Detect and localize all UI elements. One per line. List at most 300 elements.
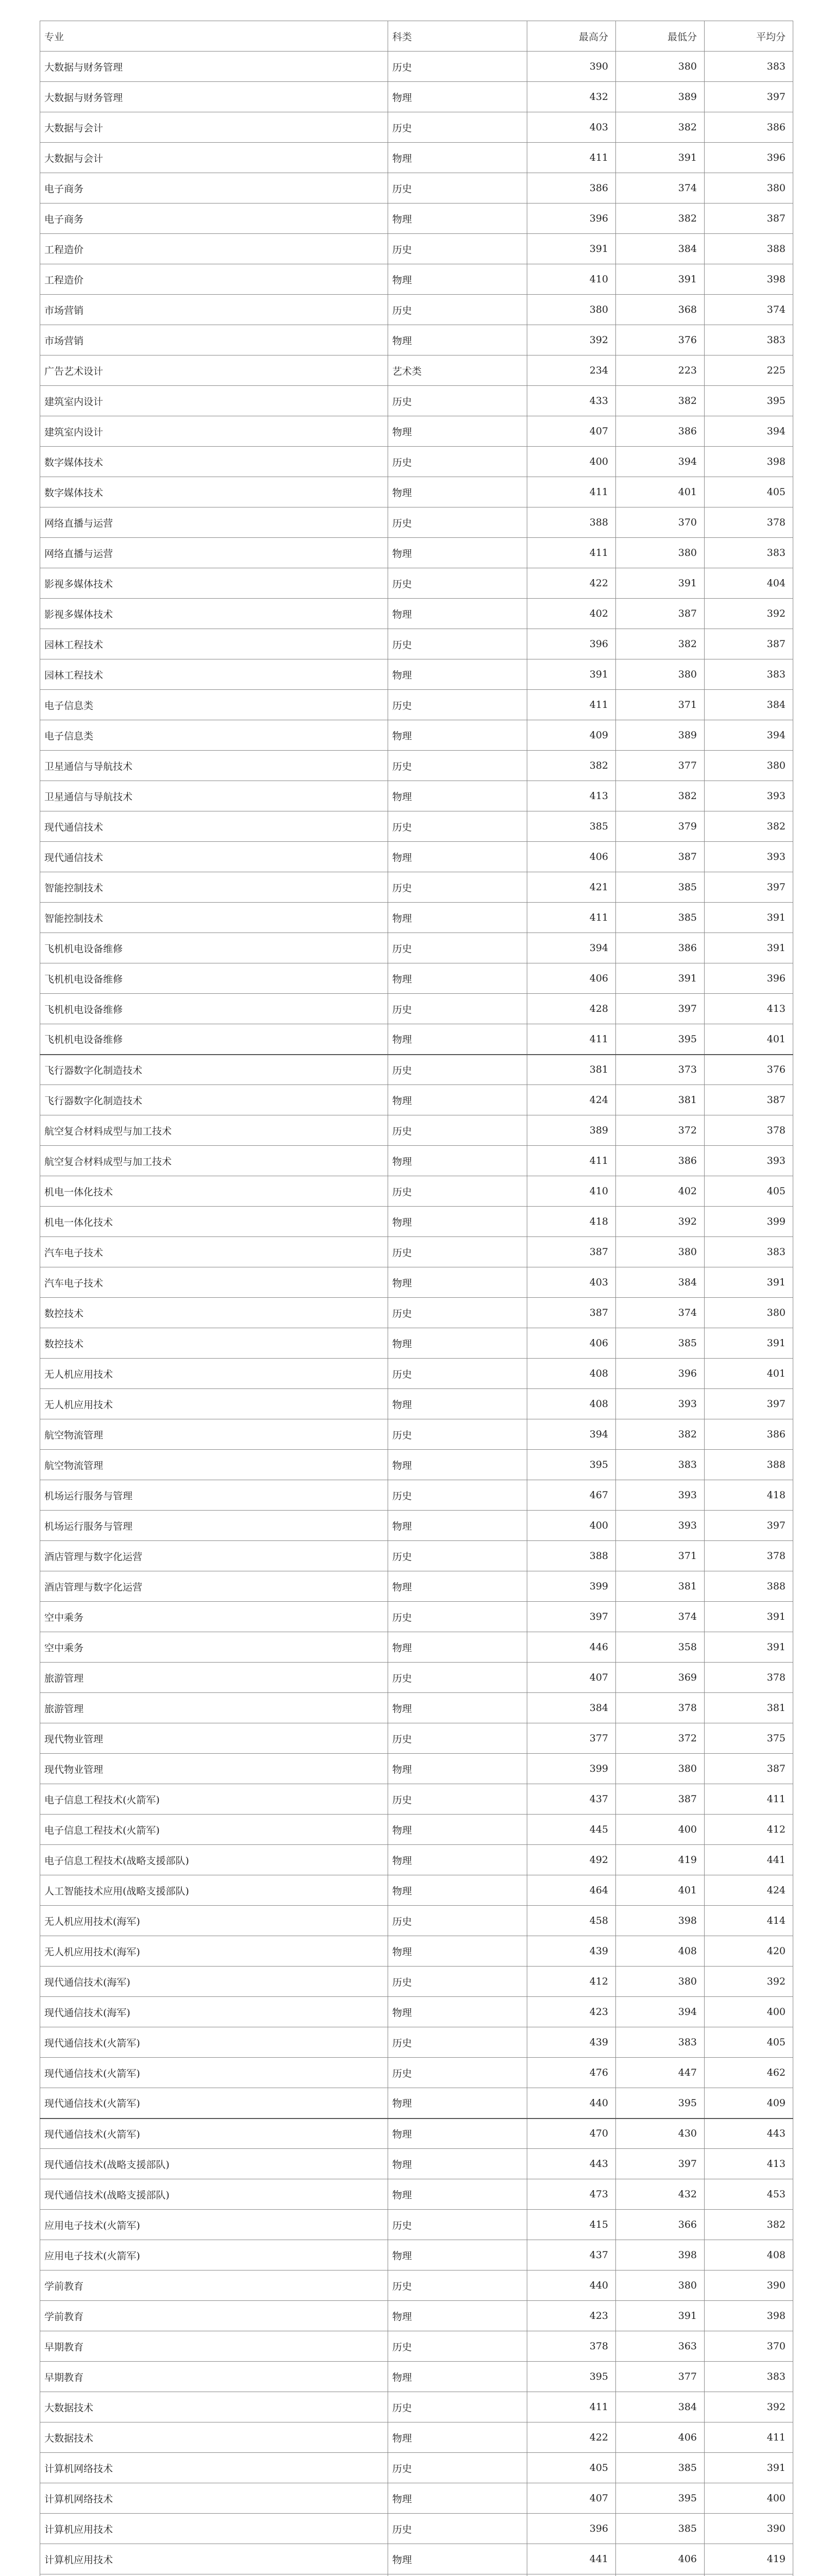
cell-max-score: 418 bbox=[527, 1207, 616, 1237]
cell-major: 影视多媒体技术 bbox=[40, 599, 388, 629]
cell-major: 应用电子技术(火箭军) bbox=[40, 2240, 388, 2270]
cell-subject-category: 历史 bbox=[388, 1906, 527, 1936]
cell-major: 电子信息工程技术(战略支援部队) bbox=[40, 1845, 388, 1875]
cell-max-score: 387 bbox=[527, 1237, 616, 1267]
cell-avg-score: 387 bbox=[705, 629, 793, 659]
cell-subject-category: 物理 bbox=[388, 1267, 527, 1298]
cell-subject-category: 历史 bbox=[388, 2058, 527, 2088]
table-row bbox=[40, 994, 793, 1024]
cell-min-score: 380 bbox=[616, 538, 705, 568]
cell-major: 无人机应用技术(海军) bbox=[40, 1906, 388, 1936]
table-row bbox=[40, 1115, 793, 1146]
cell-subject-category: 物理 bbox=[388, 1815, 527, 1845]
cell-min-score: 387 bbox=[616, 599, 705, 629]
cell-major: 数字媒体技术 bbox=[40, 447, 388, 477]
cell-max-score: 437 bbox=[527, 2240, 616, 2270]
cell-min-score: 393 bbox=[616, 1389, 705, 1419]
cell-subject-category: 物理 bbox=[388, 2301, 527, 2331]
cell-major: 飞机机电设备维修 bbox=[40, 963, 388, 994]
cell-min-score: 394 bbox=[616, 1997, 705, 2027]
cell-max-score: 387 bbox=[527, 1298, 616, 1328]
cell-major: 大数据与会计 bbox=[40, 112, 388, 143]
cell-min-score: 385 bbox=[616, 903, 705, 933]
table-row bbox=[40, 2422, 793, 2453]
cell-subject-category: 历史 bbox=[388, 386, 527, 416]
cell-avg-score: 392 bbox=[705, 1967, 793, 1997]
table-row bbox=[40, 2301, 793, 2331]
cell-avg-score: 381 bbox=[705, 1693, 793, 1723]
cell-min-score: 368 bbox=[616, 295, 705, 325]
header-max-score: 最高分 bbox=[527, 21, 616, 52]
table-row bbox=[40, 2331, 793, 2362]
table-row bbox=[40, 1632, 793, 1663]
cell-min-score: 386 bbox=[616, 416, 705, 447]
cell-avg-score: 394 bbox=[705, 720, 793, 751]
score-table-body bbox=[40, 21, 793, 2576]
cell-avg-score: 393 bbox=[705, 781, 793, 811]
cell-major: 飞机机电设备维修 bbox=[40, 994, 388, 1024]
cell-avg-score: 443 bbox=[705, 2119, 793, 2149]
cell-major: 电子信息类 bbox=[40, 690, 388, 720]
table-row bbox=[40, 82, 793, 112]
cell-max-score: 397 bbox=[527, 1602, 616, 1632]
cell-subject-category: 物理 bbox=[388, 963, 527, 994]
cell-avg-score: 391 bbox=[705, 1632, 793, 1663]
cell-min-score: 384 bbox=[616, 234, 705, 264]
cell-min-score: 383 bbox=[616, 2027, 705, 2058]
cell-avg-score: 398 bbox=[705, 447, 793, 477]
cell-min-score: 408 bbox=[616, 1936, 705, 1967]
cell-min-score: 382 bbox=[616, 112, 705, 143]
cell-max-score: 407 bbox=[527, 416, 616, 447]
table-row bbox=[40, 1723, 793, 1754]
table-row bbox=[40, 173, 793, 204]
cell-subject-category: 历史 bbox=[388, 173, 527, 204]
cell-avg-score: 411 bbox=[705, 2422, 793, 2453]
cell-major: 现代通信技术(战略支援部队) bbox=[40, 2179, 388, 2210]
cell-max-score: 408 bbox=[527, 1359, 616, 1389]
cell-major: 航空复合材料成型与加工技术 bbox=[40, 1115, 388, 1146]
cell-avg-score: 380 bbox=[705, 751, 793, 781]
cell-subject-category: 历史 bbox=[388, 112, 527, 143]
cell-major: 飞机机电设备维修 bbox=[40, 933, 388, 963]
table-row bbox=[40, 1815, 793, 1845]
cell-subject-category: 物理 bbox=[388, 1845, 527, 1875]
cell-subject-category: 物理 bbox=[388, 1511, 527, 1541]
table-row bbox=[40, 1997, 793, 2027]
cell-subject-category: 历史 bbox=[388, 2392, 527, 2422]
cell-subject-category: 历史 bbox=[388, 2270, 527, 2301]
header-avg-score: 平均分 bbox=[705, 21, 793, 52]
cell-max-score: 378 bbox=[527, 2331, 616, 2362]
cell-min-score: 384 bbox=[616, 1267, 705, 1298]
cell-major: 数控技术 bbox=[40, 1328, 388, 1359]
table-row bbox=[40, 872, 793, 903]
cell-major: 无人机应用技术 bbox=[40, 1359, 388, 1389]
cell-max-score: 408 bbox=[527, 1389, 616, 1419]
cell-avg-score: 383 bbox=[705, 2362, 793, 2392]
cell-max-score: 400 bbox=[527, 1511, 616, 1541]
cell-major: 现代通信技术(火箭军) bbox=[40, 2058, 388, 2088]
cell-max-score: 423 bbox=[527, 2301, 616, 2331]
cell-avg-score: 391 bbox=[705, 933, 793, 963]
cell-subject-category: 物理 bbox=[388, 82, 527, 112]
cell-major: 学前教育 bbox=[40, 2270, 388, 2301]
cell-avg-score: 391 bbox=[705, 1267, 793, 1298]
cell-avg-score: 383 bbox=[705, 1237, 793, 1267]
cell-min-score: 384 bbox=[616, 2392, 705, 2422]
cell-avg-score bbox=[705, 2574, 793, 2576]
cell-subject-category: 物理 bbox=[388, 2240, 527, 2270]
cell-max-score: 424 bbox=[527, 1085, 616, 1115]
table-row bbox=[40, 1936, 793, 1967]
table-row bbox=[40, 234, 793, 264]
cell-major: 卫星通信与导航技术 bbox=[40, 781, 388, 811]
table-row bbox=[40, 264, 793, 295]
cell-subject-category: 历史 bbox=[388, 994, 527, 1024]
cell-max-score: 439 bbox=[527, 1936, 616, 1967]
cell-avg-score: 396 bbox=[705, 963, 793, 994]
cell-avg-score: 394 bbox=[705, 416, 793, 447]
cell-max-score: 464 bbox=[527, 1875, 616, 1906]
cell-min-score: 381 bbox=[616, 1571, 705, 1602]
cell-major: 现代通信技术(战略支援部队) bbox=[40, 2149, 388, 2179]
cell-subject-category: 物理 bbox=[388, 2149, 527, 2179]
table-row bbox=[40, 1693, 793, 1723]
cell-subject-category: 物理 bbox=[388, 143, 527, 173]
cell-min-score: 432 bbox=[616, 2179, 705, 2210]
cell-subject-category: 物理 bbox=[388, 538, 527, 568]
cell-max-score: 415 bbox=[527, 2210, 616, 2240]
cell-max-score: 377 bbox=[527, 1723, 616, 1754]
cell-max-score: 423 bbox=[527, 1997, 616, 2027]
table-row bbox=[40, 811, 793, 842]
table-row bbox=[40, 1906, 793, 1936]
cell-max-score bbox=[527, 2574, 616, 2576]
cell-min-score: 389 bbox=[616, 82, 705, 112]
table-row bbox=[40, 751, 793, 781]
cell-max-score: 440 bbox=[527, 2088, 616, 2119]
cell-subject-category: 历史 bbox=[388, 507, 527, 538]
cell-major: 工程造价 bbox=[40, 234, 388, 264]
cell-subject-category: 历史 bbox=[388, 1359, 527, 1389]
cell-subject-category: 物理 bbox=[388, 1207, 527, 1237]
cell-subject-category: 历史 bbox=[388, 1602, 527, 1632]
cell-avg-score: 397 bbox=[705, 82, 793, 112]
table-row bbox=[40, 720, 793, 751]
cell-min-score: 380 bbox=[616, 659, 705, 690]
cell-min-score: 380 bbox=[616, 1967, 705, 1997]
table-row bbox=[40, 933, 793, 963]
cell-min-score: 385 bbox=[616, 872, 705, 903]
cell-subject-category: 历史 bbox=[388, 2453, 527, 2483]
cell-avg-score: 420 bbox=[705, 1936, 793, 1967]
cell-max-score: 381 bbox=[527, 1055, 616, 1085]
cell-subject-category: 艺术类 bbox=[388, 355, 527, 386]
table-row bbox=[40, 507, 793, 538]
cell-max-score: 437 bbox=[527, 1784, 616, 1815]
cell-avg-score: 392 bbox=[705, 2392, 793, 2422]
table-row bbox=[40, 143, 793, 173]
cell-max-score: 399 bbox=[527, 1571, 616, 1602]
cell-major: 智能控制技术 bbox=[40, 903, 388, 933]
cell-min-score: 397 bbox=[616, 994, 705, 1024]
cell-min-score: 402 bbox=[616, 1176, 705, 1207]
cell-major: 空中乘务 bbox=[40, 1602, 388, 1632]
cell-subject-category: 物理 bbox=[388, 1632, 527, 1663]
cell-subject-category: 物理 bbox=[388, 325, 527, 355]
cell-avg-score: 397 bbox=[705, 1511, 793, 1541]
cell-major: 电子信息工程技术(火箭军) bbox=[40, 1784, 388, 1815]
cell-subject-category: 历史 bbox=[388, 447, 527, 477]
cell-avg-score: 404 bbox=[705, 568, 793, 599]
table-row bbox=[40, 629, 793, 659]
table-row bbox=[40, 2058, 793, 2088]
cell-min-score: 401 bbox=[616, 1875, 705, 1906]
cell-major: 大数据与会计 bbox=[40, 143, 388, 173]
cell-max-score: 422 bbox=[527, 568, 616, 599]
cell-min-score: 396 bbox=[616, 1359, 705, 1389]
cell-max-score: 384 bbox=[527, 1693, 616, 1723]
cell-subject-category: 物理 bbox=[388, 1024, 527, 1055]
cell-major: 旅游管理 bbox=[40, 1693, 388, 1723]
cell-avg-score: 388 bbox=[705, 1571, 793, 1602]
cell-subject-category: 历史 bbox=[388, 872, 527, 903]
cell-max-score: 396 bbox=[527, 2514, 616, 2544]
cell-max-score: 395 bbox=[527, 2362, 616, 2392]
cell-subject-category: 历史 bbox=[388, 1541, 527, 1571]
table-row bbox=[40, 1602, 793, 1632]
table-row bbox=[40, 1267, 793, 1298]
table-row bbox=[40, 204, 793, 234]
table-row bbox=[40, 2392, 793, 2422]
cell-min-score: 389 bbox=[616, 720, 705, 751]
table-row bbox=[40, 1055, 793, 1085]
cell-subject-category: 物理 bbox=[388, 903, 527, 933]
table-header-row bbox=[40, 21, 793, 52]
table-row bbox=[40, 599, 793, 629]
cell-major: 现代通信技术(海军) bbox=[40, 1997, 388, 2027]
cell-subject-category: 物理 bbox=[388, 1693, 527, 1723]
cell-min-score: 387 bbox=[616, 842, 705, 872]
table-row bbox=[40, 1146, 793, 1176]
cell-major: 数控技术 bbox=[40, 1298, 388, 1328]
cell-min-score: 406 bbox=[616, 2544, 705, 2574]
cell-subject-category: 物理 bbox=[388, 2422, 527, 2453]
cell-subject-category: 物理 bbox=[388, 2179, 527, 2210]
cell-max-score: 443 bbox=[527, 2149, 616, 2179]
cell-max-score: 386 bbox=[527, 173, 616, 204]
cell-major bbox=[40, 2574, 388, 2576]
cell-max-score: 390 bbox=[527, 52, 616, 82]
cell-major: 数字媒体技术 bbox=[40, 477, 388, 507]
cell-max-score: 406 bbox=[527, 842, 616, 872]
cell-max-score: 396 bbox=[527, 629, 616, 659]
cell-min-score: 380 bbox=[616, 1754, 705, 1784]
cell-subject-category: 历史 bbox=[388, 2331, 527, 2362]
cell-min-score: 385 bbox=[616, 2453, 705, 2483]
cell-max-score: 411 bbox=[527, 143, 616, 173]
table-row bbox=[40, 355, 793, 386]
cell-max-score: 441 bbox=[527, 2544, 616, 2574]
table-row bbox=[40, 2362, 793, 2392]
cell-avg-score: 378 bbox=[705, 507, 793, 538]
cell-avg-score: 393 bbox=[705, 1146, 793, 1176]
cell-min-score: 395 bbox=[616, 1024, 705, 1055]
cell-major: 卫星通信与导航技术 bbox=[40, 751, 388, 781]
cell-max-score: 394 bbox=[527, 933, 616, 963]
table-row bbox=[40, 1419, 793, 1450]
cell-max-score: 391 bbox=[527, 659, 616, 690]
table-row bbox=[40, 2544, 793, 2574]
table-row bbox=[40, 963, 793, 994]
cell-avg-score: 413 bbox=[705, 994, 793, 1024]
cell-min-score: 380 bbox=[616, 52, 705, 82]
cell-major: 广告艺术设计 bbox=[40, 355, 388, 386]
cell-min-score: 430 bbox=[616, 2119, 705, 2149]
cell-major: 航空复合材料成型与加工技术 bbox=[40, 1146, 388, 1176]
header-min-score: 最低分 bbox=[616, 21, 705, 52]
cell-max-score: 492 bbox=[527, 1845, 616, 1875]
table-row bbox=[40, 2119, 793, 2149]
cell-major: 工程造价 bbox=[40, 264, 388, 295]
cell-avg-score: 391 bbox=[705, 1328, 793, 1359]
cell-avg-score: 395 bbox=[705, 386, 793, 416]
cell-min-score: 398 bbox=[616, 2240, 705, 2270]
cell-max-score: 396 bbox=[527, 204, 616, 234]
cell-min-score: 398 bbox=[616, 1906, 705, 1936]
cell-min-score: 382 bbox=[616, 204, 705, 234]
table-row bbox=[40, 1085, 793, 1115]
cell-min-score: 393 bbox=[616, 1480, 705, 1511]
cell-major: 早期教育 bbox=[40, 2362, 388, 2392]
cell-max-score: 402 bbox=[527, 599, 616, 629]
cell-avg-score: 397 bbox=[705, 1389, 793, 1419]
cell-major: 园林工程技术 bbox=[40, 629, 388, 659]
cell-max-score: 394 bbox=[527, 1419, 616, 1450]
cell-avg-score: 387 bbox=[705, 1085, 793, 1115]
table-row bbox=[40, 416, 793, 447]
cell-major: 影视多媒体技术 bbox=[40, 568, 388, 599]
table-row bbox=[40, 1967, 793, 1997]
table-row bbox=[40, 1663, 793, 1693]
cell-min-score: 380 bbox=[616, 2270, 705, 2301]
cell-max-score: 399 bbox=[527, 1754, 616, 1784]
cell-max-score: 411 bbox=[527, 1024, 616, 1055]
cell-min-score: 385 bbox=[616, 1328, 705, 1359]
cell-major: 电子商务 bbox=[40, 173, 388, 204]
cell-max-score: 439 bbox=[527, 2027, 616, 2058]
cell-subject-category: 物理 bbox=[388, 2544, 527, 2574]
cell-subject-category: 物理 bbox=[388, 477, 527, 507]
cell-min-score: 366 bbox=[616, 2210, 705, 2240]
cell-major: 酒店管理与数字化运营 bbox=[40, 1541, 388, 1571]
cell-major: 飞行器数字化制造技术 bbox=[40, 1055, 388, 1085]
table-row bbox=[40, 1328, 793, 1359]
cell-min-score: 447 bbox=[616, 2058, 705, 2088]
cell-major: 空中乘务 bbox=[40, 1632, 388, 1663]
cell-max-score: 405 bbox=[527, 2453, 616, 2483]
cell-subject-category bbox=[388, 2574, 527, 2576]
cell-major: 航空物流管理 bbox=[40, 1419, 388, 1450]
cell-avg-score: 419 bbox=[705, 2544, 793, 2574]
table-row bbox=[40, 447, 793, 477]
admission-score-table bbox=[40, 21, 793, 2576]
cell-major: 无人机应用技术 bbox=[40, 1389, 388, 1419]
cell-min-score: 394 bbox=[616, 447, 705, 477]
cell-avg-score: 398 bbox=[705, 2301, 793, 2331]
cell-major: 酒店管理与数字化运营 bbox=[40, 1571, 388, 1602]
cell-max-score: 411 bbox=[527, 903, 616, 933]
cell-subject-category: 历史 bbox=[388, 1723, 527, 1754]
cell-max-score: 473 bbox=[527, 2179, 616, 2210]
cell-max-score: 406 bbox=[527, 963, 616, 994]
cell-max-score: 410 bbox=[527, 1176, 616, 1207]
cell-min-score: 391 bbox=[616, 143, 705, 173]
cell-major: 现代物业管理 bbox=[40, 1723, 388, 1754]
cell-subject-category: 历史 bbox=[388, 1784, 527, 1815]
header-subject-category: 科类 bbox=[388, 21, 527, 52]
cell-major: 计算机应用技术 bbox=[40, 2544, 388, 2574]
cell-major: 建筑室内设计 bbox=[40, 386, 388, 416]
cell-subject-category: 历史 bbox=[388, 568, 527, 599]
table-row bbox=[40, 1450, 793, 1480]
cell-subject-category: 物理 bbox=[388, 2362, 527, 2392]
cell-avg-score: 411 bbox=[705, 1784, 793, 1815]
cell-avg-score: 414 bbox=[705, 1906, 793, 1936]
cell-avg-score: 453 bbox=[705, 2179, 793, 2210]
cell-major: 现代物业管理 bbox=[40, 1754, 388, 1784]
cell-avg-score: 413 bbox=[705, 2149, 793, 2179]
cell-min-score: 391 bbox=[616, 264, 705, 295]
table-row bbox=[40, 568, 793, 599]
cell-avg-score: 390 bbox=[705, 2270, 793, 2301]
cell-avg-score: 409 bbox=[705, 2088, 793, 2119]
cell-avg-score: 387 bbox=[705, 204, 793, 234]
cell-subject-category: 历史 bbox=[388, 295, 527, 325]
cell-subject-category: 物理 bbox=[388, 2483, 527, 2514]
cell-min-score: 382 bbox=[616, 781, 705, 811]
cell-major: 早期教育 bbox=[40, 2331, 388, 2362]
cell-major: 汽车电子技术 bbox=[40, 1237, 388, 1267]
cell-major: 电子信息工程技术(火箭军) bbox=[40, 1815, 388, 1845]
cell-min-score: 406 bbox=[616, 2422, 705, 2453]
cell-major: 应用电子技术(火箭军) bbox=[40, 2210, 388, 2240]
cell-max-score: 392 bbox=[527, 325, 616, 355]
cell-max-score: 389 bbox=[527, 1115, 616, 1146]
cell-avg-score: 401 bbox=[705, 1024, 793, 1055]
cell-min-score: 385 bbox=[616, 2514, 705, 2544]
cell-subject-category: 历史 bbox=[388, 1237, 527, 1267]
cell-avg-score: 412 bbox=[705, 1815, 793, 1845]
cell-avg-score: 374 bbox=[705, 295, 793, 325]
cell-max-score: 391 bbox=[527, 234, 616, 264]
cell-max-score: 409 bbox=[527, 720, 616, 751]
cell-avg-score: 424 bbox=[705, 1875, 793, 1906]
cell-subject-category: 物理 bbox=[388, 720, 527, 751]
score-table-container bbox=[40, 21, 793, 2576]
cell-min-score: 373 bbox=[616, 1055, 705, 1085]
cell-major: 网络直播与运营 bbox=[40, 538, 388, 568]
cell-min-score: 374 bbox=[616, 173, 705, 204]
cell-subject-category: 历史 bbox=[388, 2210, 527, 2240]
cell-min-score: 374 bbox=[616, 1298, 705, 1328]
cell-major: 现代通信技术 bbox=[40, 811, 388, 842]
cell-major: 建筑室内设计 bbox=[40, 416, 388, 447]
table-row bbox=[40, 2210, 793, 2240]
table-row bbox=[40, 295, 793, 325]
cell-major: 学前教育 bbox=[40, 2301, 388, 2331]
